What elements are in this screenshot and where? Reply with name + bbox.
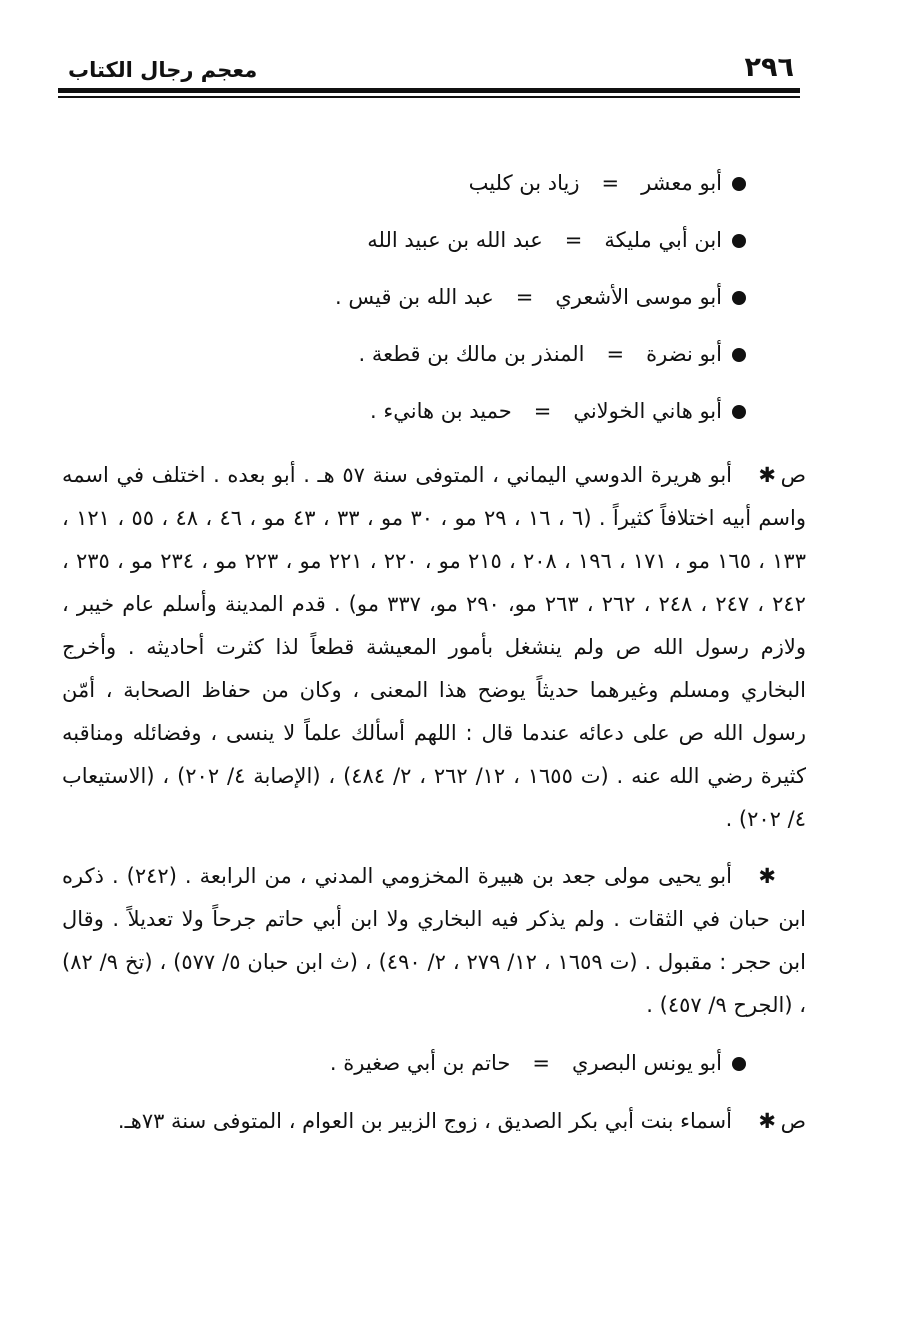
bullet-icon — [732, 177, 746, 191]
equals-sign: = — [515, 285, 534, 309]
bullet-icon — [732, 405, 746, 419]
entry-reference: عبد الله بن قيس . — [335, 285, 494, 309]
entry-name: أبو موسى الأشعري — [555, 285, 722, 309]
entry-prefix: ص — [780, 1109, 806, 1133]
entry-name: ابن أبي مليكة — [604, 228, 722, 252]
list-item — [62, 326, 806, 383]
entry-name: أبو نضرة — [646, 342, 722, 366]
entry-text: أسماء بنت أبي بكر الصديق ، زوج الزبير بن العوام ، المتوفى سنة ٧٣هـ. — [117, 1109, 732, 1133]
entry-prefix: ص — [780, 463, 806, 487]
list-item — [62, 155, 806, 212]
page-header — [62, 52, 800, 88]
entry-text: أبو هريرة الدوسي اليماني ، المتوفى سنة ٥٧ هـ . أبو بعده . اختلف في اسمه واسم أبيه اختلافاً كثيراً . (٦ ، ١٦ ، ٢٩ مو ، ٣٠ مو ، ٣٣ ، ٤٣ مو ، ٤٦ ، ٤٨ ، ٥٥ ، ١٢١ ، ١٣٣ ، ١٦٥ مو ، ١٧١ ، ١٩٦ ، ٢٠٨ ، ٢١٥ مو ، ٢٢٠ ، ٢٢١ مو ، ٢٢٣ مو ، ٢٣٤ مو ، ٢٣٥ ، ٢٤٢ ، ٢٤٧ ، ٢٤٨ ، ٢٦٢ ، ٢٦٣ مو، ٢٩٠ مو، ٣٣٧ مو) . قدم المدينة وأسلم عام خيبر ، ولازم رسول الله ص ولم ينشغل بأمور المعيشة قطعاً لذا كثرت أحاديثه . وأخرج البخاري ومسلم وغيرهما حديثاً يوضح هذا المعنى ، وكان من حفاظ الصحابة ، أمّن رسول الله ص على دعائه عندما قال : اللهم أسألك علماً لا ينسى ، وفضائله ومناقبه كثيرة رضي الله عنه . (ت ١٦٥٥ ، ١٢/ ٢٦٢ ، ٢/ ٤٨٤) ، (الإصابة ٤/ ٢٠٢) ، (الاستيعاب ٤/ ٢٠٢) . — [62, 463, 806, 831]
entry-text: أبو يحيى مولى جعد بن هبيرة المخزومي المدني ، من الرابعة . (٢٤٢) . ذكره ابن حبان في الثقات . ولم يذكر فيه البخاري ولا ابن أبي حاتم جرحاً ولا تعديلاً . وقال ابن حجر : مقبول . (ت ١٦٥٩ ، ١٢/ ٢٧٩ ، ٢/ ٤٩٠) ، (ث ابن حبان ٥/ ٥٧٧) ، (تخ ٩/ ٨٢) ، (الجرح ٩/ ٤٥٧) . — [62, 864, 806, 1017]
entry-reference: المنذر بن مالك بن قطعة . — [358, 342, 585, 366]
entry-reference: زياد بن كليب — [468, 171, 580, 195]
equals-sign: = — [533, 399, 552, 423]
cross-reference-list — [62, 1035, 806, 1092]
running-title: معجم رجال الكتاب — [68, 58, 258, 82]
entry-reference: حاتم بن أبي صغيرة . — [329, 1051, 511, 1075]
page-number: ٢٩٦ — [744, 52, 794, 83]
entry-name: أبو معشر — [641, 171, 722, 195]
equals-sign: = — [601, 171, 620, 195]
header-rule-thin — [58, 96, 800, 98]
bullet-icon — [732, 234, 746, 248]
biography-entry — [62, 454, 806, 841]
bullet-icon — [732, 1057, 746, 1071]
biography-entry — [62, 855, 806, 1027]
bullet-icon — [732, 348, 746, 362]
cross-reference-list — [62, 155, 806, 440]
biography-entry — [62, 1100, 806, 1143]
list-item — [62, 1035, 806, 1092]
list-item — [62, 269, 806, 326]
entry-name: أبو هاني الخولاني — [573, 399, 722, 423]
header-rule-thick — [58, 88, 800, 93]
star-icon: ✱ — [758, 864, 776, 888]
page-content — [62, 155, 806, 1143]
entry-reference: عبد الله بن عبيد الله — [367, 228, 543, 252]
equals-sign: = — [532, 1051, 550, 1075]
list-item — [62, 212, 806, 269]
bullet-icon — [732, 291, 746, 305]
equals-sign: = — [564, 228, 583, 252]
entry-name: أبو يونس البصري — [572, 1051, 722, 1075]
equals-sign: = — [606, 342, 625, 366]
star-icon: ✱ — [758, 463, 776, 487]
list-item — [62, 383, 806, 440]
star-icon: ✱ — [758, 1109, 776, 1133]
entry-reference: حميد بن هانيء . — [370, 399, 512, 423]
